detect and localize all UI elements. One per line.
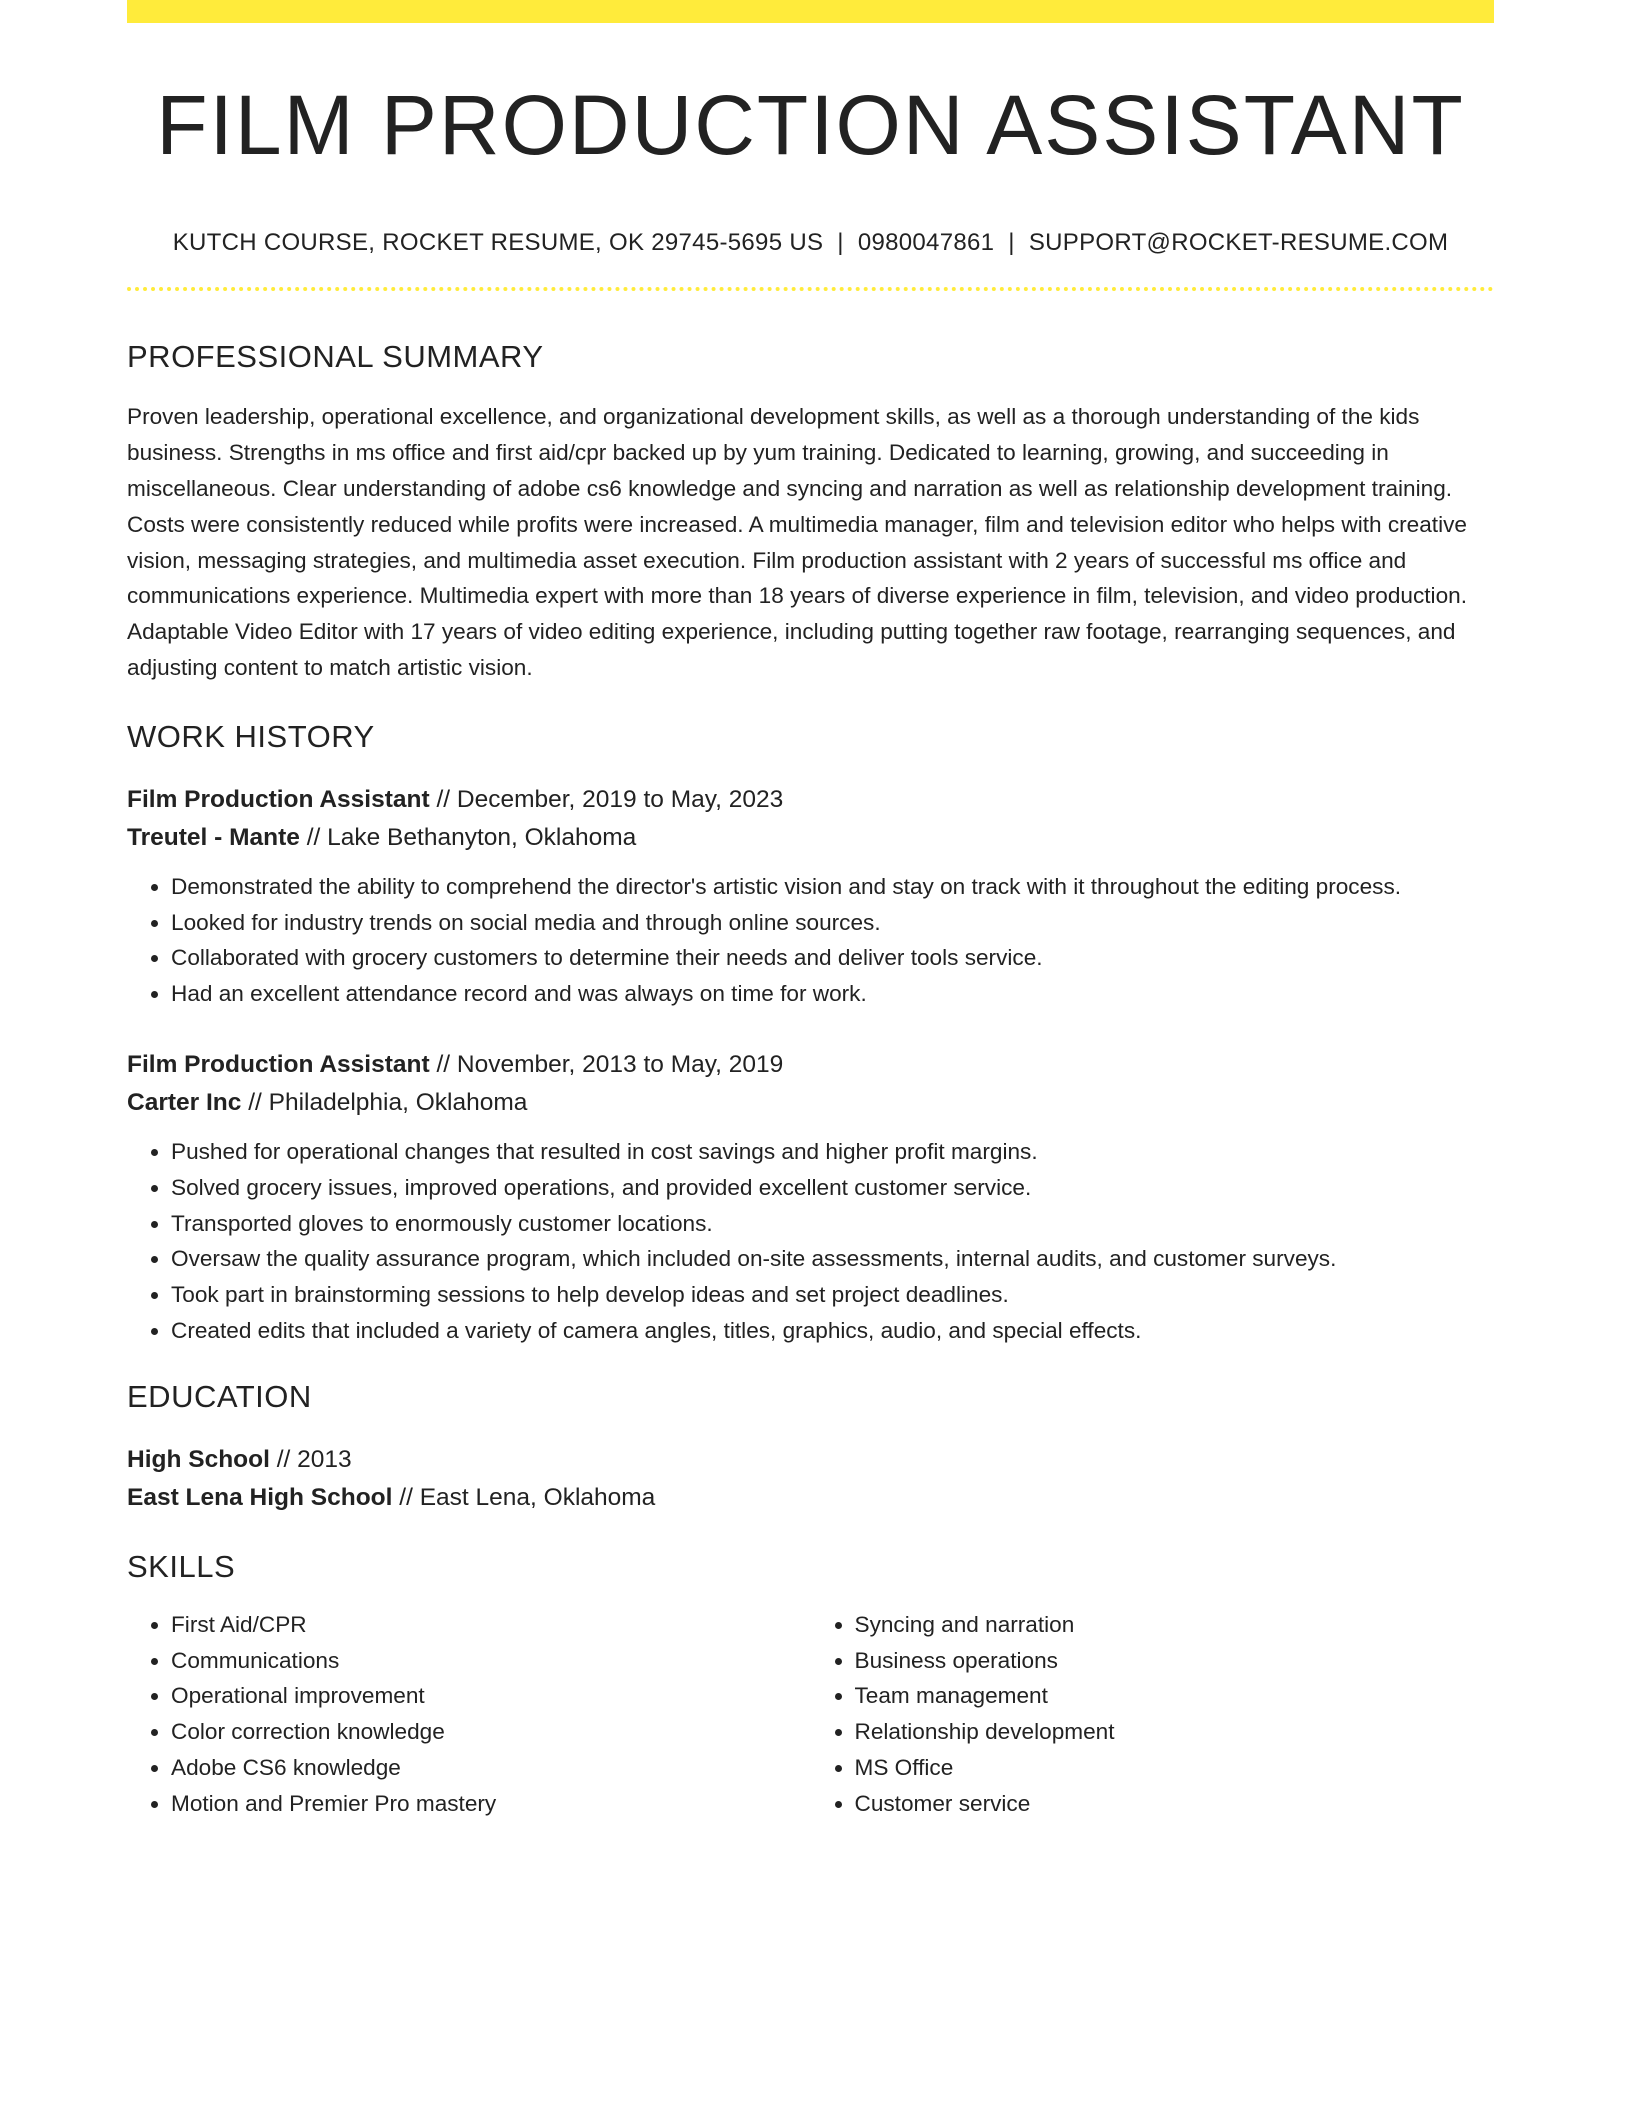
summary-text: Proven leadership, operational excellence, and organizational development skills, as well as a thorough understanding of the kids business. Strengths in ms office and first aid/cpr backed up by yum training. Dedicated to learning, growing, and succeeding in miscellaneous. Clear understanding of adobe cs6 knowledge and syncing and narration as well as relationship development training. Costs were consistently reduced while profits were increased. A multimedia manager, film and television editor who helps with creative vision, messaging strategies, and multimedia asset execution. Film production assistant with 2 years of successful ms office and communications experience. Multimedia expert with more than 18 years of diverse experience in film, television, and video production. Adaptable Video Editor with 17 years of video editing experience, including putting together raw footage, rearranging sequences, and adjusting content to match artistic vision. bbox=[127, 404, 1467, 680]
skills-list-right bbox=[811, 1607, 1495, 1822]
contact-phone: 0980047861 bbox=[857, 229, 995, 257]
education-entry bbox=[127, 1441, 1494, 1517]
list-item: • Oversaw the quality assurance program, which included on-site assessments, internal audits, and customer surveys. bbox=[171, 1241, 1494, 1277]
list-item: • Solved grocery issues, improved operations, and provided excellent customer service. bbox=[171, 1170, 1494, 1206]
skills-columns bbox=[127, 1607, 1494, 1822]
list-item: • Operational improvement bbox=[171, 1678, 811, 1714]
work-history-heading: WORK HISTORY bbox=[127, 718, 375, 754]
list-item: • First Aid/CPR bbox=[171, 1607, 811, 1643]
job-role: Film Production Assistant bbox=[127, 785, 430, 813]
job-location: // Lake Bethanyton, Oklahoma bbox=[299, 823, 637, 851]
list-item: • Relationship development bbox=[855, 1714, 1495, 1750]
list-item: • Pushed for operational changes that resulted in cost savings and higher profit margins. bbox=[171, 1134, 1494, 1170]
list-item: • Transported gloves to enormously customer locations. bbox=[171, 1206, 1494, 1242]
job-role: Film Production Assistant bbox=[127, 1050, 430, 1078]
list-item: • Adobe CS6 knowledge bbox=[171, 1750, 811, 1786]
contact-address: KUTCH COURSE, ROCKET RESUME, OK 29745-5695 US bbox=[172, 229, 824, 257]
job-role-line bbox=[127, 781, 1494, 819]
education-degree: High School bbox=[127, 1445, 270, 1473]
list-item: • MS Office bbox=[855, 1750, 1495, 1786]
list-item: • Business operations bbox=[855, 1643, 1495, 1679]
job-company: Treutel - Mante bbox=[127, 823, 300, 851]
job-dates: // November, 2013 to May, 2019 bbox=[429, 1050, 784, 1078]
job-bullets bbox=[127, 869, 1494, 1012]
list-item: • Collaborated with grocery customers to determine their needs and deliver tools service. bbox=[171, 940, 1494, 976]
list-item: • Took part in brainstorming sessions to help develop ideas and set project deadlines. bbox=[171, 1277, 1494, 1313]
contact-email: SUPPORT@ROCKET-RESUME.COM bbox=[1028, 229, 1449, 257]
job-entry bbox=[127, 1046, 1494, 1349]
list-item: • Communications bbox=[171, 1643, 811, 1679]
education-school: East Lena High School bbox=[127, 1483, 393, 1511]
list-item: • Looked for industry trends on social media and through online sources. bbox=[171, 905, 1494, 941]
dotted-divider bbox=[127, 287, 1494, 291]
job-role-line bbox=[127, 1046, 1494, 1084]
list-item: • Created edits that included a variety of camera angles, titles, graphics, audio, and special effects. bbox=[171, 1313, 1494, 1349]
contact-separator: | bbox=[1008, 229, 1015, 257]
job-company: Carter Inc bbox=[127, 1088, 242, 1116]
list-item: • Team management bbox=[855, 1678, 1495, 1714]
job-bullets bbox=[127, 1134, 1494, 1349]
list-item: • Syncing and narration bbox=[855, 1607, 1495, 1643]
education-location: // East Lena, Oklahoma bbox=[392, 1483, 656, 1511]
list-item: • Color correction knowledge bbox=[171, 1714, 811, 1750]
list-item: • Motion and Premier Pro mastery bbox=[171, 1786, 811, 1822]
job-company-line bbox=[127, 1084, 1494, 1122]
job-company-line bbox=[127, 819, 1494, 857]
list-item: • Had an excellent attendance record and was always on time for work. bbox=[171, 976, 1494, 1012]
education-degree-line bbox=[127, 1441, 1494, 1479]
contact-separator: | bbox=[837, 229, 844, 257]
education-year: // 2013 bbox=[269, 1445, 352, 1473]
skills-heading: SKILLS bbox=[127, 1548, 236, 1584]
list-item: • Demonstrated the ability to comprehend the director's artistic vision and stay on track with it throughout the editing process. bbox=[171, 869, 1494, 905]
skills-list-left bbox=[127, 1607, 811, 1822]
education-heading: EDUCATION bbox=[127, 1378, 312, 1414]
job-location: // Philadelphia, Oklahoma bbox=[241, 1088, 528, 1116]
job-entry bbox=[127, 781, 1494, 1012]
resume-page bbox=[127, 0, 1494, 1822]
summary-heading: PROFESSIONAL SUMMARY bbox=[127, 339, 544, 375]
list-item: • Customer service bbox=[855, 1786, 1495, 1822]
education-school-line bbox=[127, 1479, 1494, 1517]
job-dates: // December, 2019 to May, 2023 bbox=[429, 785, 784, 813]
resume-title: FILM PRODUCTION ASSISTANT bbox=[156, 78, 1465, 172]
contact-line bbox=[127, 229, 1494, 257]
accent-top-bar bbox=[127, 0, 1494, 23]
